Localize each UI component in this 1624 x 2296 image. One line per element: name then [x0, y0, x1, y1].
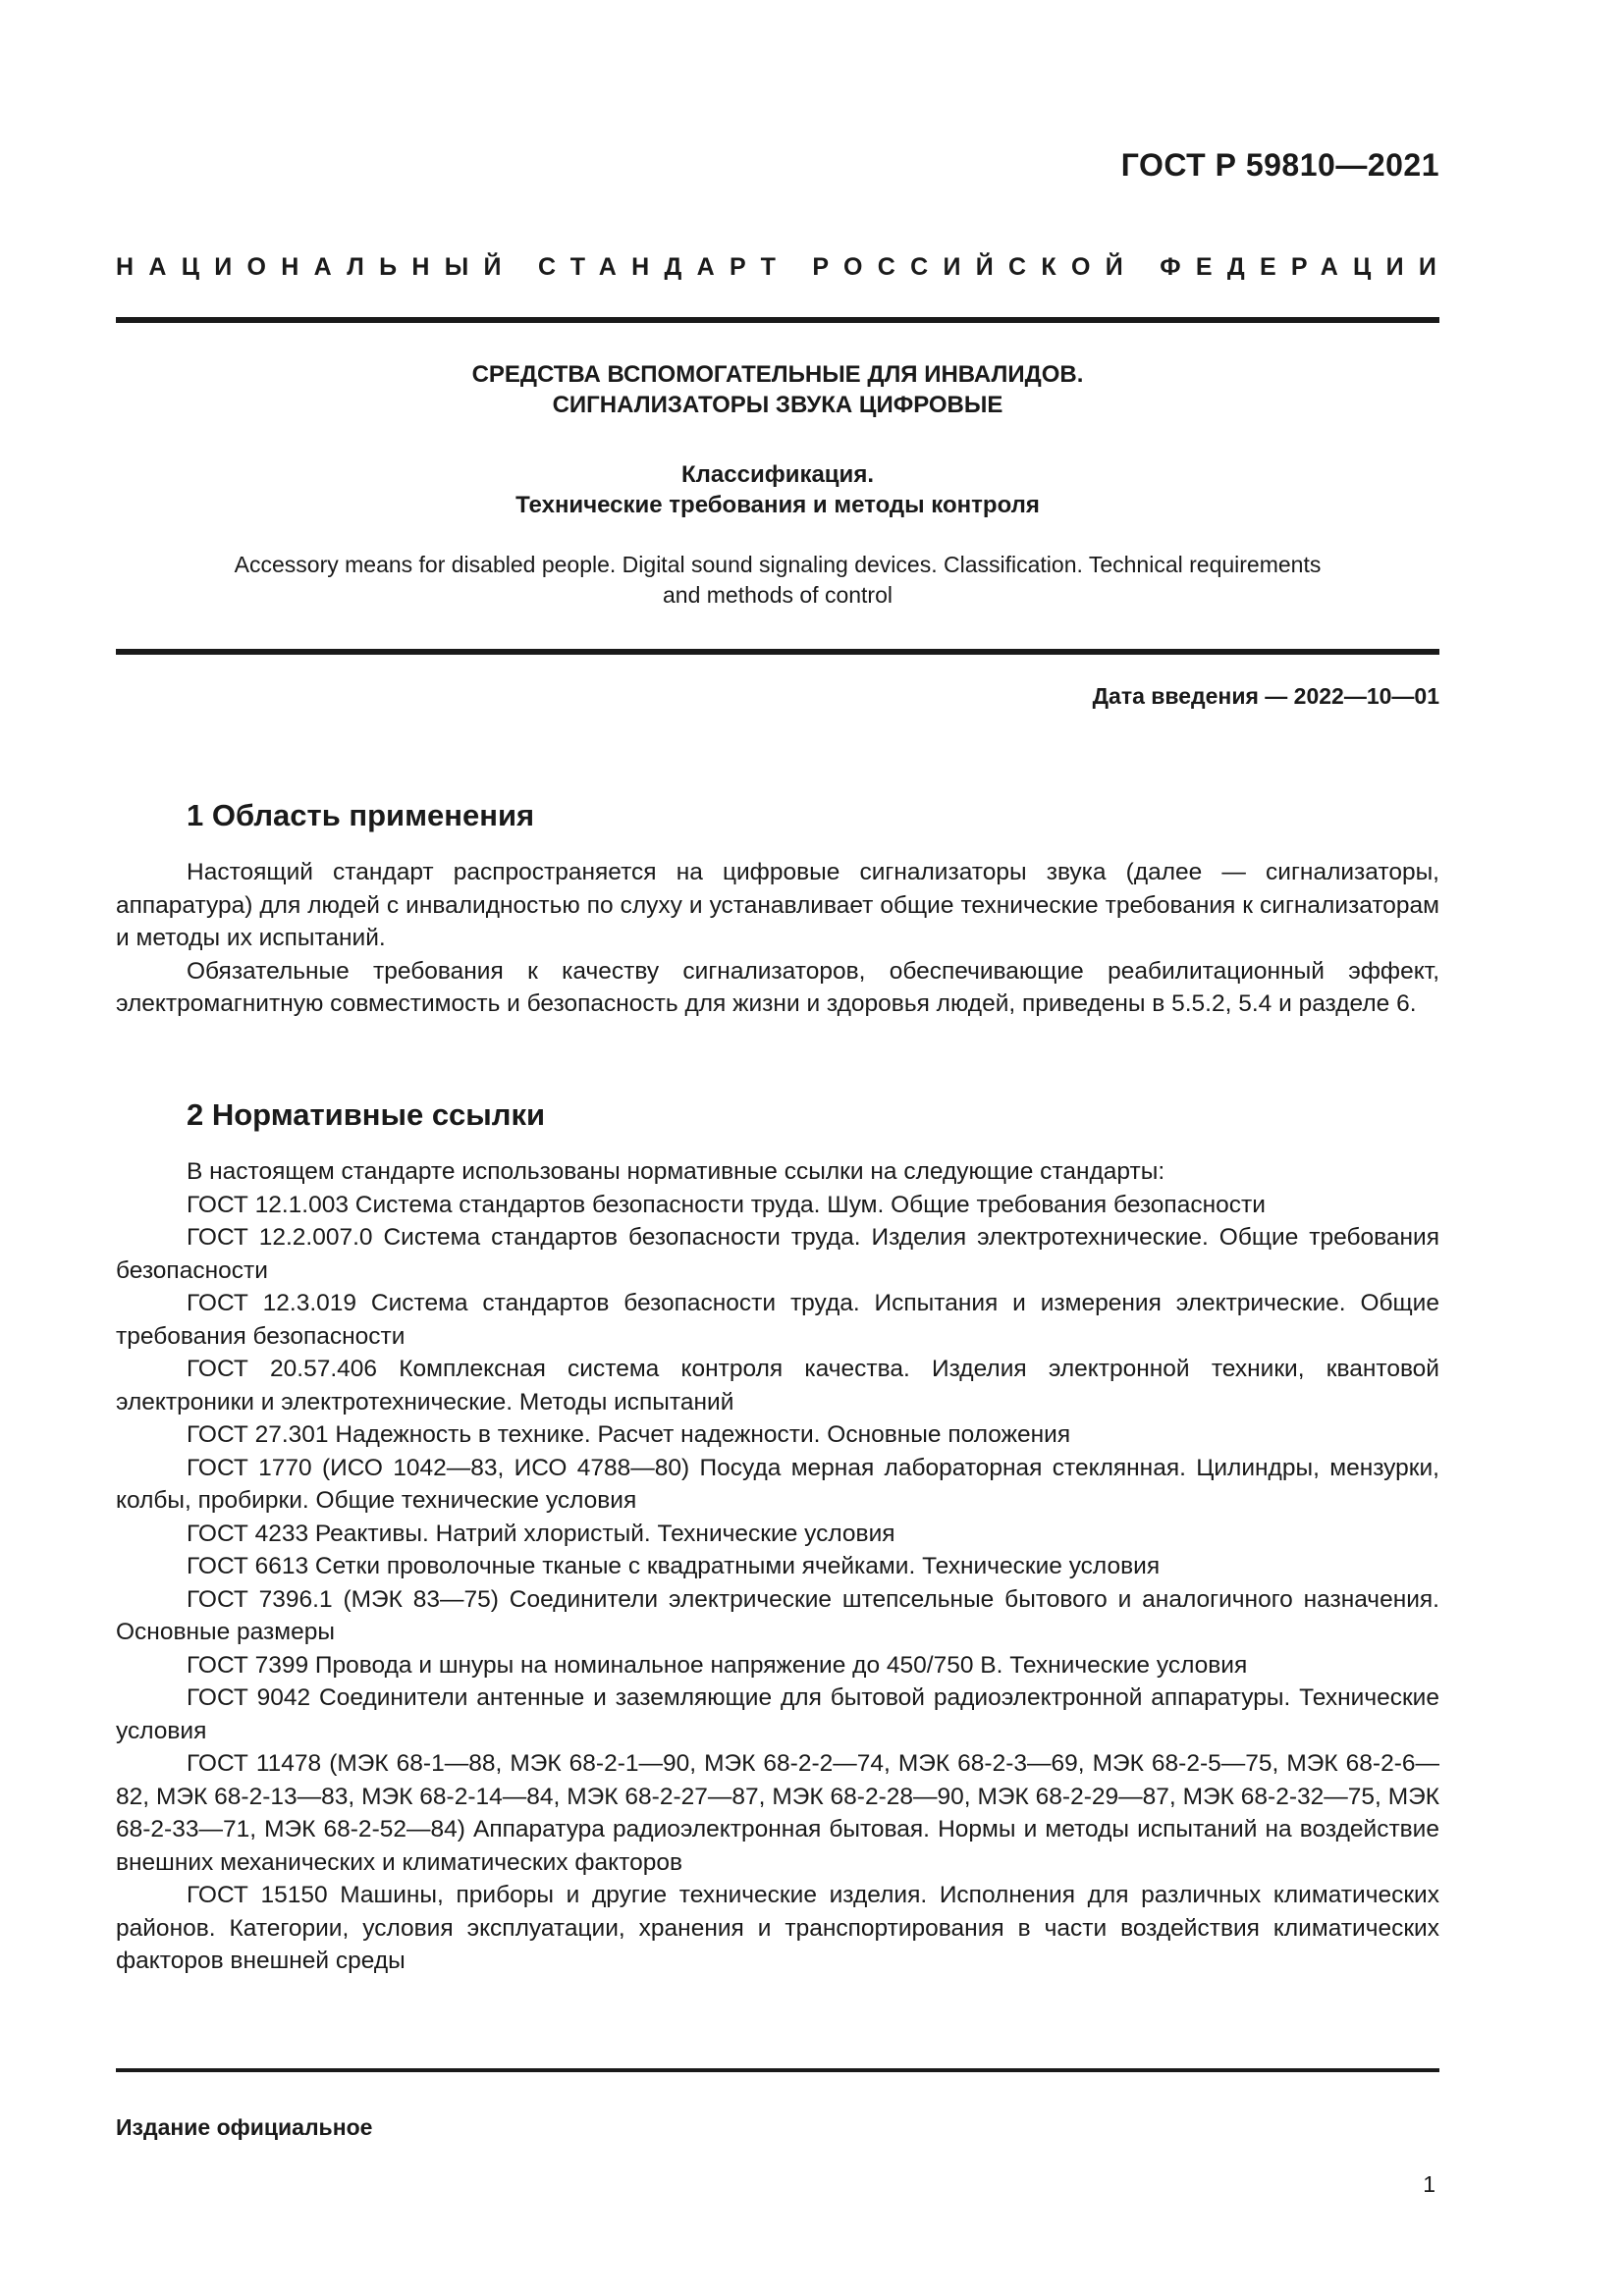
- national-standard-banner: НАЦИОНАЛЬНЫЙ СТАНДАРТ РОССИЙСКОЙ ФЕДЕРАЦИИ: [116, 253, 1452, 281]
- reference-item: ГОСТ 7396.1 (МЭК 83—75) Соединители электрические штепсельные бытового и аналогичного назначения. Основные размеры: [116, 1585, 1439, 1645]
- english-title-line: Accessory means for disabled people. Digital sound signaling devices. Classification. Technical requirements: [234, 552, 1322, 577]
- subtitle-line: Классификация.: [681, 461, 874, 488]
- reference-item: ГОСТ 27.301 Надежность в технике. Расчет надежности. Основные положения: [187, 1421, 1071, 1448]
- official-edition-label: Издание официальное: [116, 2114, 373, 2140]
- reference-item: ГОСТ 7399 Провода и шнуры на номинальное напряжение до 450/750 В. Технические условия: [187, 1651, 1248, 1679]
- reference-item: ГОСТ 12.1.003 Система стандартов безопасности труда. Шум. Общие требования безопасности: [187, 1191, 1266, 1218]
- reference-item: ГОСТ 6613 Сетки проволочные тканые с квадратными ячейками. Технические условия: [187, 1553, 1161, 1579]
- document-page: [116, 0, 1452, 2296]
- document-subtitle: [116, 459, 1439, 520]
- subtitle-line: Технические требования и методы контроля: [515, 492, 1040, 518]
- reference-item: ГОСТ 12.2.007.0 Система стандартов безопасности труда. Изделия электротехнические. Общие требования безопасности: [116, 1224, 1439, 1284]
- section-2-heading: 2 Нормативные ссылки: [187, 1097, 546, 1132]
- section-1-heading: 1 Область применения: [187, 798, 535, 832]
- reference-item: ГОСТ 11478 (МЭК 68-1—88, МЭК 68-2-1—90, МЭК 68-2-2—74, МЭК 68-2-3—69, МЭК 68-2-5—75, МЭК 68-2-6—82, МЭК 68-2-13—83, МЭК 68-2-14—84, МЭК 68-2-27—87, МЭК 68-2-28—90, МЭК 68-2-29—87, МЭК 68-2-32—75, МЭК 68-2-33—71, МЭК 68-2-52—84) Аппаратура радиоэлектронная бытовая. Нормы и методы испытаний на воздействие внешних механических и климатических факторов: [116, 1750, 1439, 1876]
- footer-divider: [116, 2068, 1439, 2072]
- reference-item: ГОСТ 12.3.019 Система стандартов безопасности труда. Испытания и измерения электрические. Общие требования безопасности: [116, 1290, 1439, 1350]
- document-title: [116, 359, 1439, 420]
- gost-number: ГОСТ Р 59810—2021: [1120, 147, 1439, 183]
- page-number: 1: [1423, 2171, 1435, 2197]
- english-title: [116, 550, 1439, 611]
- header-divider: [116, 317, 1439, 323]
- reference-item: ГОСТ 20.57.406 Комплексная система контроля качества. Изделия электронной техники, квантовой электроники и электротехнические. Методы испытаний: [116, 1356, 1439, 1415]
- introduction-date: Дата введения — 2022—10—01: [1092, 683, 1439, 709]
- english-title-line: and methods of control: [663, 582, 893, 608]
- title-divider: [116, 649, 1439, 655]
- section-2-body: [116, 1155, 1439, 1978]
- reference-item: ГОСТ 1770 (ИСО 1042—83, ИСО 4788—80) Посуда мерная лабораторная стеклянная. Цилиндры, мензурки, колбы, пробирки. Общие технические условия: [116, 1454, 1439, 1514]
- reference-item: ГОСТ 15150 Машины, приборы и другие технические изделия. Исполнения для различных климатических районов. Категории, условия эксплуатации, хранения и транспортирования в части воздействия климатических факторов внешней среды: [116, 1882, 1439, 1974]
- paragraph: В настоящем стандарте использованы нормативные ссылки на следующие стандарты:: [187, 1158, 1165, 1185]
- title-line: СРЕДСТВА ВСПОМОГАТЕЛЬНЫЕ ДЛЯ ИНВАЛИДОВ.: [471, 361, 1084, 388]
- reference-item: ГОСТ 4233 Реактивы. Натрий хлористый. Технические условия: [187, 1520, 895, 1547]
- title-line: СИГНАЛИЗАТОРЫ ЗВУКА ЦИФРОВЫЕ: [552, 392, 1003, 418]
- section-1-body: [116, 856, 1439, 1021]
- paragraph: Обязательные требования к качеству сигнализаторов, обеспечивающие реабилитационный эффект, электромагнитную совместимость и безопасность для жизни и здоровья людей, приведены в 5.5.2, 5.4 и разделе 6.: [116, 957, 1439, 1017]
- paragraph: Настоящий стандарт распространяется на цифровые сигнализаторы звука (далее — сигнализаторы, аппаратура) для людей с инвалидностью по слуху и устанавливает общие технические требования к сигнализаторам и методы их испытаний.: [116, 859, 1439, 951]
- reference-item: ГОСТ 9042 Соединители антенные и заземляющие для бытовой радиоэлектронной аппаратуры. Технические условия: [116, 1684, 1439, 1744]
